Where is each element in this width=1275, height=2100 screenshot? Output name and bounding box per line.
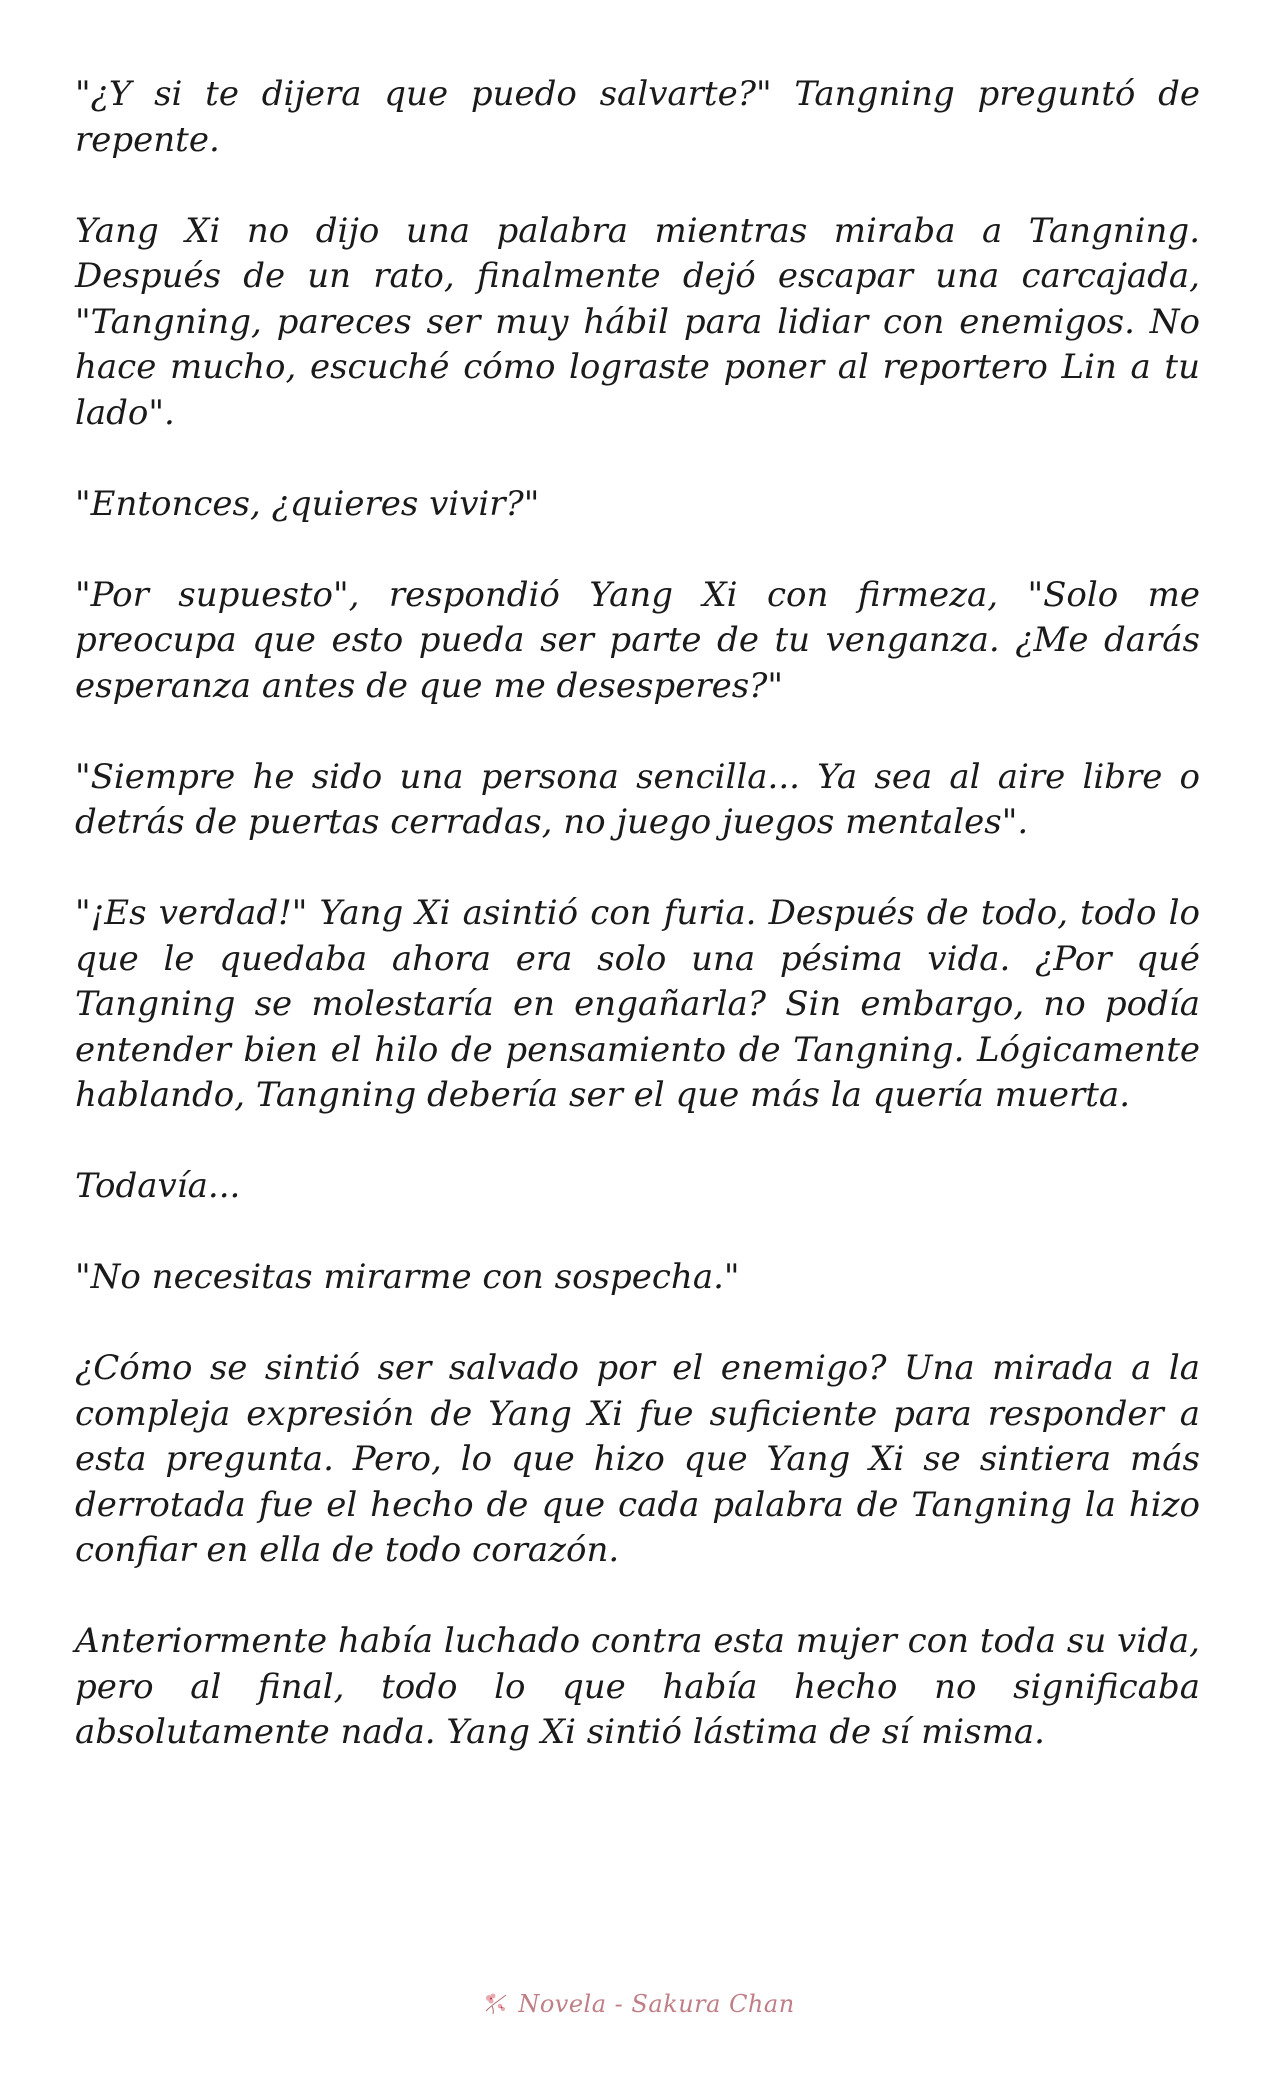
sakura-flower-icon [480,1989,510,2019]
paragraph-6: "¡Es verdad!" Yang Xi asintió con furia. Después de todo, todo lo que le quedaba ahora era solo una pésima vida. ¿Por qué Tangning se molestaría en engañarla? Sin embargo, no podía entender bien el hilo de pensamiento de Tangning. Lógicamente hablando, Tangning debería ser el que más la quería muerta. [75,893,1200,1115]
paragraph-1: "¿Y si te dijera que puedo salvarte?" Tangning preguntó de repente. [75,74,1200,160]
paragraph-10: Anteriormente había luchado contra esta mujer con toda su vida, pero al final, todo lo que había hecho no significaba absolutamente nada. Yang Xi sintió lástima de sí misma. [75,1621,1200,1752]
paragraph-4: "Por supuesto", respondió Yang Xi con firmeza, "Solo me preocupa que esto pueda ser parte de tu venganza. ¿Me darás esperanza antes de que me desesperes?" [75,574,1200,706]
document-body [75,72,1200,1801]
paragraph-7: Todavía... [75,1166,241,1206]
footer-watermark [0,1984,1275,2024]
paragraph-5: "Siempre he sido una persona sencilla... Ya sea al aire libre o detrás de puertas cerradas, no juego juegos mentales". [75,756,1200,842]
paragraph-3: "Entonces, ¿quieres vivir?" [75,483,540,524]
watermark-text: Novela - Sakura Chan [518,1990,795,2018]
paragraph-2: Yang Xi no dijo una palabra mientras miraba a Tangning. Después de un rato, finalmente dejó escapar una carcajada, "Tangning, pareces ser muy hábil para lidiar con enemigos. No hace mucho, escuché cómo lograste poner al reportero Lin a tu lado". [75,210,1200,433]
paragraph-9: ¿Cómo se sintió ser salvado por el enemigo? Una mirada a la compleja expresión de Yang Xi fue suficiente para responder a esta pregunta. Pero, lo que hizo que Yang Xi se sintiera más derrotada fue el hecho de que cada palabra de Tangning la hizo confiar en ella de todo corazón. [75,1348,1200,1570]
paragraph-8: "No necesitas mirarme con sospecha." [75,1257,740,1297]
